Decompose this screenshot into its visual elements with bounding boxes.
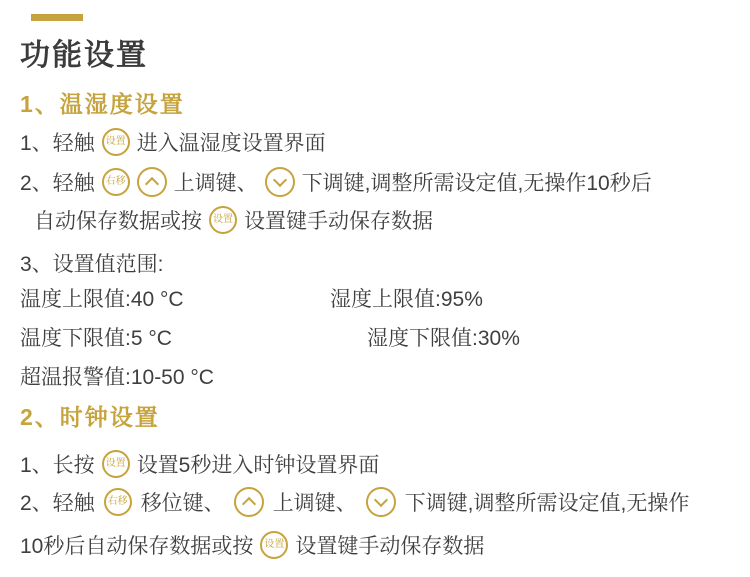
page-title: 功能设置 — [20, 39, 148, 72]
step-text: 设置5秒进入时钟设置界面 — [136, 454, 380, 477]
step-line — [34, 204, 433, 236]
settings-icon-label: 设置 — [105, 458, 126, 469]
step-text: 下调键,调整所需设定值,无操作 — [404, 492, 690, 515]
step-text: 上调键、 — [173, 172, 258, 195]
chevron-up-icon — [234, 487, 264, 517]
section-heading-clock: 2、时钟设置 — [20, 404, 160, 430]
right-shift-icon-label: 右移 — [105, 176, 126, 187]
step-text: 自动保存数据或按 — [34, 210, 202, 233]
settings-icon — [209, 206, 237, 234]
right-shift-icon — [102, 168, 130, 196]
range-left-value: 温度上限值:40 °C — [20, 288, 184, 311]
chevron-up-icon — [137, 167, 167, 197]
right-shift-icon — [104, 488, 132, 516]
settings-icon — [260, 531, 288, 559]
settings-icon-label: 设置 — [264, 539, 285, 550]
step-line — [20, 448, 379, 480]
step-text: 移位键、 — [140, 492, 225, 515]
settings-icon — [102, 450, 130, 478]
range-row — [20, 283, 483, 313]
step-text: 进入温湿度设置界面 — [136, 132, 326, 155]
step-text: 1、轻触 — [20, 132, 95, 155]
step-text: 设置键手动保存数据 — [295, 535, 485, 558]
range-right-value: 湿度下限值:30% — [367, 327, 520, 350]
range-row — [20, 361, 330, 391]
range-left-value: 超温报警值:10-50 °C — [20, 366, 214, 389]
right-shift-icon-label: 右移 — [107, 496, 128, 507]
settings-icon — [102, 128, 130, 156]
chevron-down-icon — [265, 167, 295, 197]
step-line — [20, 486, 689, 518]
settings-icon-label: 设置 — [213, 214, 233, 225]
step-text: 上调键、 — [272, 492, 357, 515]
step-line — [20, 126, 326, 158]
step-line — [20, 166, 652, 198]
step-text: 下调键,调整所需设定值,无操作10秒后 — [301, 172, 652, 195]
step-line — [20, 247, 164, 279]
settings-icon-label: 设置 — [105, 136, 126, 147]
step-text: 2、轻触 — [20, 172, 95, 195]
range-row — [20, 322, 520, 352]
step-text: 3、设置值范围: — [20, 253, 164, 276]
range-left-value: 温度下限值:5 °C — [20, 327, 172, 350]
section-heading-temp-humidity: 1、温湿度设置 — [20, 91, 185, 117]
step-text: 10秒后自动保存数据或按 — [20, 535, 254, 558]
accent-bar — [31, 14, 83, 21]
step-text: 1、长按 — [20, 454, 95, 477]
step-text: 设置键手动保存数据 — [244, 210, 433, 233]
chevron-down-icon — [366, 487, 396, 517]
range-right-value: 湿度上限值:95% — [330, 288, 483, 311]
step-text: 2、轻触 — [20, 492, 95, 515]
step-line — [20, 529, 484, 561]
